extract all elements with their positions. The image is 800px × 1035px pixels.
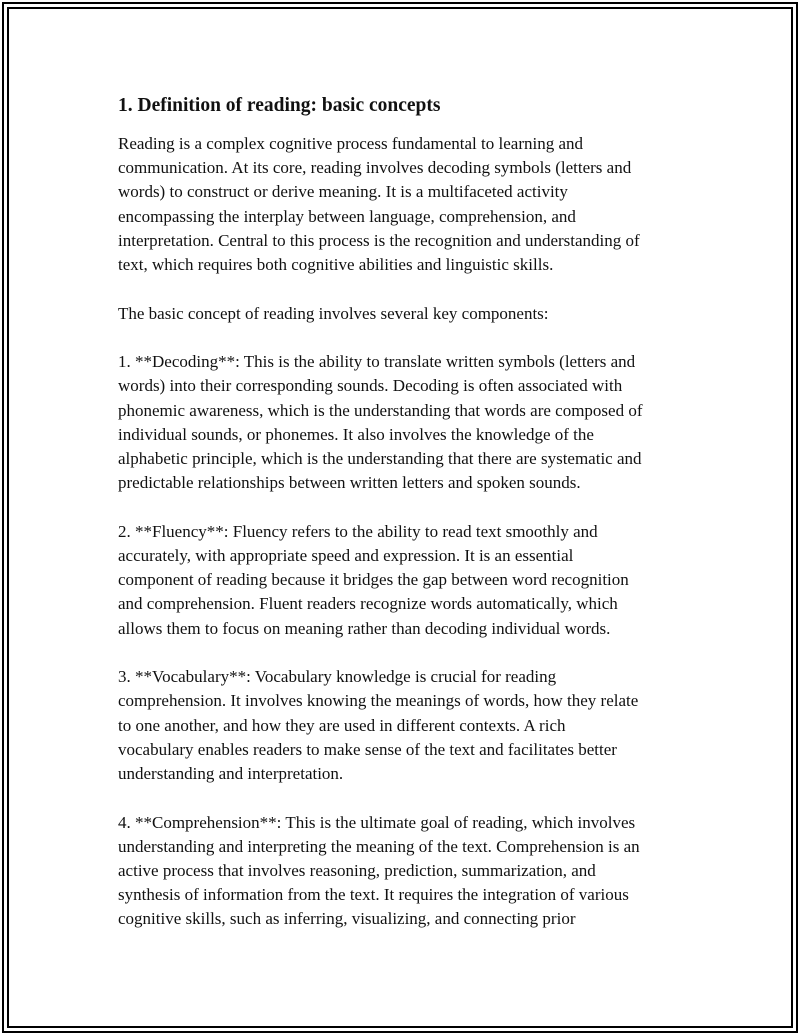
text-line: synthesis of information from the text. It requires the integration of various	[118, 885, 629, 905]
text-line: individual sounds, or phonemes. It also involves the knowledge of the	[118, 424, 594, 444]
section-heading: 1. Definition of reading: basic concepts	[118, 95, 441, 116]
text-line: words) to construct or derive meaning. It is a multifaceted activity	[118, 182, 568, 202]
text-line: understanding and interpretation.	[118, 764, 344, 784]
text-line: accurately, with appropriate speed and expression. It is an essential	[118, 546, 574, 566]
text-line: 4. **Comprehension**: This is the ultimate goal of reading, which involves	[118, 812, 636, 832]
text-line: comprehension. It involves knowing the meanings of words, how they relate	[118, 691, 639, 711]
paragraph-fluency	[118, 520, 698, 641]
text-line: and comprehension. Fluent readers recognize words automatically, which	[118, 594, 618, 614]
text-line: text, which requires both cognitive abilities and linguistic skills.	[118, 255, 554, 275]
text-line: 2. **Fluency**: Fluency refers to the ability to read text smoothly and	[118, 521, 598, 541]
text-line: 3. **Vocabulary**: Vocabulary knowledge is crucial for reading	[118, 667, 557, 687]
text-line: vocabulary enables readers to make sense of the text and facilitates better	[118, 739, 617, 759]
text-line: understanding and interpreting the meaning of the text. Comprehension is an	[118, 836, 640, 856]
text-line: words) into their corresponding sounds. Decoding is often associated with	[118, 376, 623, 396]
text-line: 1. **Decoding**: This is the ability to translate written symbols (letters and	[118, 352, 636, 372]
text-line: allows them to focus on meaning rather than decoding individual words.	[118, 618, 611, 638]
text-line: interpretation. Central to this process is the recognition and understanding of	[118, 230, 640, 250]
text-line: Reading is a complex cognitive process fundamental to learning and	[118, 134, 584, 153]
text-line: The basic concept of reading involves several key components:	[118, 303, 549, 323]
paragraph-intro	[118, 132, 698, 277]
text-line: component of reading because it bridges the gap between word recognition	[118, 570, 629, 590]
paragraph-decoding	[118, 350, 698, 495]
text-line: active process that involves reasoning, prediction, summarization, and	[118, 861, 596, 881]
paragraph-components-intro	[118, 302, 698, 326]
text-line: communication. At its core, reading involves decoding symbols (letters and	[118, 158, 632, 178]
document-body	[118, 93, 698, 932]
text-line: cognitive skills, such as inferring, visualizing, and connecting prior	[118, 909, 576, 929]
text-line: alphabetic principle, which is the understanding that there are systematic and	[118, 449, 642, 469]
text-line: phonemic awareness, which is the understanding that words are composed of	[118, 400, 643, 420]
text-line: encompassing the interplay between language, comprehension, and	[118, 206, 576, 226]
text-line: to one another, and how they are used in different contexts. A rich	[118, 715, 566, 735]
paragraph-vocabulary	[118, 665, 698, 786]
paragraph-comprehension	[118, 811, 698, 932]
text-line: predictable relationships between written letters and spoken sounds.	[118, 473, 581, 493]
